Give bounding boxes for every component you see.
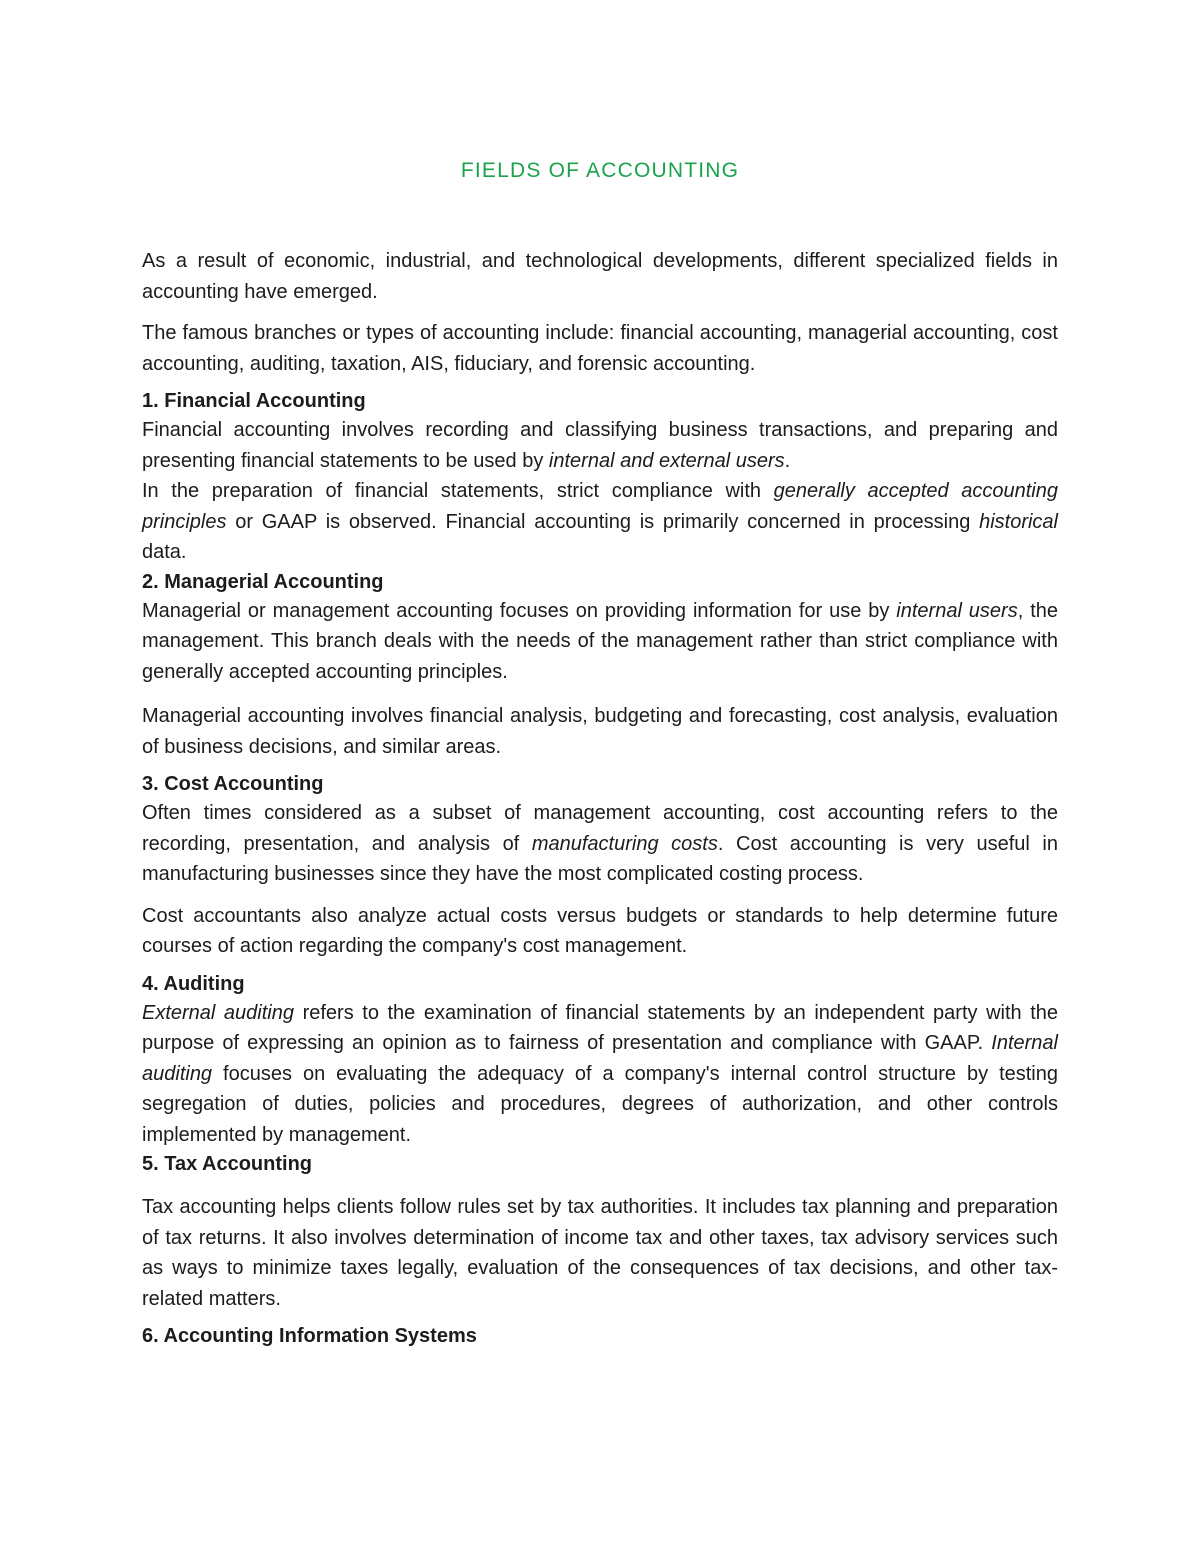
emphasis-text: internal and external users [548,449,785,472]
text-run: data. [142,541,187,563]
text-run: Managerial or management accounting focuses on providing information for use by [142,599,897,622]
cost-accounting-paragraph-2: Cost accountants also analyze actual costs versus budgets or standards to help determine future courses of action regarding the company's cost management. [142,904,1058,957]
section-heading-auditing: 4. Auditing [142,972,245,995]
section-heading-accounting-information-systems: 6. Accounting Information Systems [142,1325,477,1347]
emphasis-text: generally accepted accounting principles [142,480,1058,533]
emphasis-text: internal users [896,599,1018,622]
emphasis-text: manufacturing costs [531,832,718,855]
cost-accounting-paragraph-1 [142,798,1058,890]
text-run: . [784,449,791,472]
section-heading-financial-accounting: 1. Financial Accounting [142,390,366,412]
document-content [142,156,1058,1350]
text-run: or GAAP is observed. Financial accounting is primarily concerned in processing [226,510,980,533]
section-heading-managerial-accounting: 2. Managerial Accounting [142,570,384,593]
intro-paragraph-1: As a result of economic, industrial, and technological developments, different specialized fields in accounting have emerged. [142,250,1058,303]
emphasis-text: Internal auditing [142,1032,1058,1085]
managerial-accounting-paragraph-1 [142,596,1058,688]
page-title: FIELDS OF ACCOUNTING [460,159,740,182]
text-run: focuses on evaluating the adequacy of a company's internal control structure by testing segregation of duties, policies and procedures, degrees of authorization, and other controls implemented by management. [142,1062,1058,1146]
section-heading-tax-accounting: 5. Tax Accounting [142,1153,313,1175]
emphasis-text: historical [979,510,1058,533]
emphasis-text: External auditing [142,1001,294,1024]
auditing-paragraph-1 [142,998,1058,1151]
text-run: Often times considered as a subset of management accounting, cost accounting refers to the recording, presentation, and analysis of [142,802,1058,855]
text-run: , the management. This branch deals with the needs of the management rather than strict compliance with generally accepted accounting principles. [142,599,1058,683]
managerial-accounting-paragraph-2: Managerial accounting involves financial analysis, budgeting and forecasting, cost analysis, evaluation of business decisions, and similar areas. [142,705,1058,758]
financial-accounting-paragraph-2 [142,476,1058,568]
text-run: . Cost accounting is very useful in manufacturing businesses since they have the most complicated costing process. [142,832,1058,885]
tax-accounting-paragraph-1: Tax accounting helps clients follow rules set by tax authorities. It includes tax planning and preparation of tax returns. It also involves determination of income tax and other taxes, tax advisory services such as ways to minimize taxes legally, evaluation of the consequences of tax decisions, and other tax-related matters. [142,1196,1058,1310]
section-heading-cost-accounting: 3. Cost Accounting [142,773,324,795]
text-run: Financial accounting involves recording and classifying business transactions, and preparing and presenting financial statements to be used by [142,419,1058,472]
financial-accounting-paragraph-1 [142,415,1058,476]
text-run: refers to the examination of financial statements by an independent party with the purpose of expressing an opinion as to fairness of presentation and compliance with GAAP. [142,1001,1059,1054]
text-run: In the preparation of financial statements, strict compliance with [142,480,774,502]
intro-paragraph-2: The famous branches or types of accounting include: financial accounting, managerial accounting, cost accounting, auditing, taxation, AIS, fiduciary, and forensic accounting. [142,322,1058,375]
